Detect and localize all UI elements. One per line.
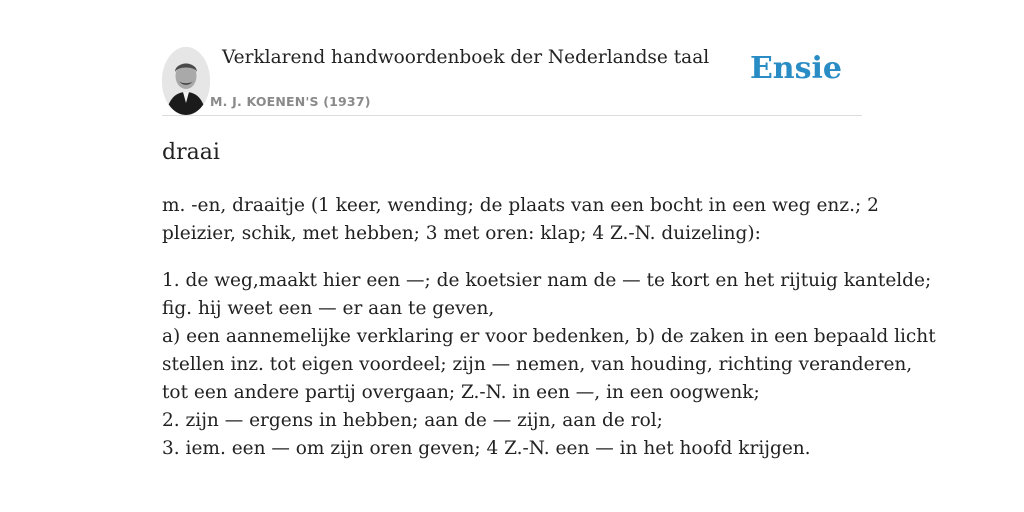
portrait-image <box>162 47 210 115</box>
author-portrait-icon <box>162 47 210 115</box>
entry-content <box>162 192 936 463</box>
definition-line: stellen inz. tot eigen voordeel; zijn — nemen, van houding, richting veranderen, <box>162 354 913 375</box>
definition-line: a) een aannemelijke verklaring er voor bedenken, b) de zaken in een bepaald licht <box>162 326 936 347</box>
paragraph-gap <box>162 248 862 267</box>
author-credit: M. J. KOENEN'S (1937) <box>210 94 371 109</box>
definition-line: tot een andere partij overgaan; Z.-N. in een —, in een oogwenk; <box>162 382 760 403</box>
entry-headword: draai <box>162 140 220 165</box>
entry-definitions <box>162 267 936 463</box>
entry-grammar <box>162 192 879 248</box>
definition-line: 3. iem. een — om zijn oren geven; 4 Z.-N. een — in het hoofd krijgen. <box>162 438 811 459</box>
header-divider <box>162 115 862 116</box>
definition-line: 1. de weg,maakt hier een —; de koetsier nam de — te kort en het rijtuig kantelde; <box>162 270 932 291</box>
definition-line: fig. hij weet een — er aan te geven, <box>162 298 495 319</box>
book-title: Verklarend handwoordenboek der Nederlandse taal <box>222 47 710 68</box>
grammar-line: m. -en, draaitje (1 keer, wending; de plaats van een bocht in een weg enz.; 2 <box>162 195 879 216</box>
grammar-line: pleizier, schik, met hebben; 3 met oren: klap; 4 Z.-N. duizeling): <box>162 223 761 244</box>
ensie-logo-link[interactable]: Ensie <box>749 51 842 86</box>
definition-line: 2. zijn — ergens in hebben; aan de — zijn, aan de rol; <box>162 410 663 431</box>
